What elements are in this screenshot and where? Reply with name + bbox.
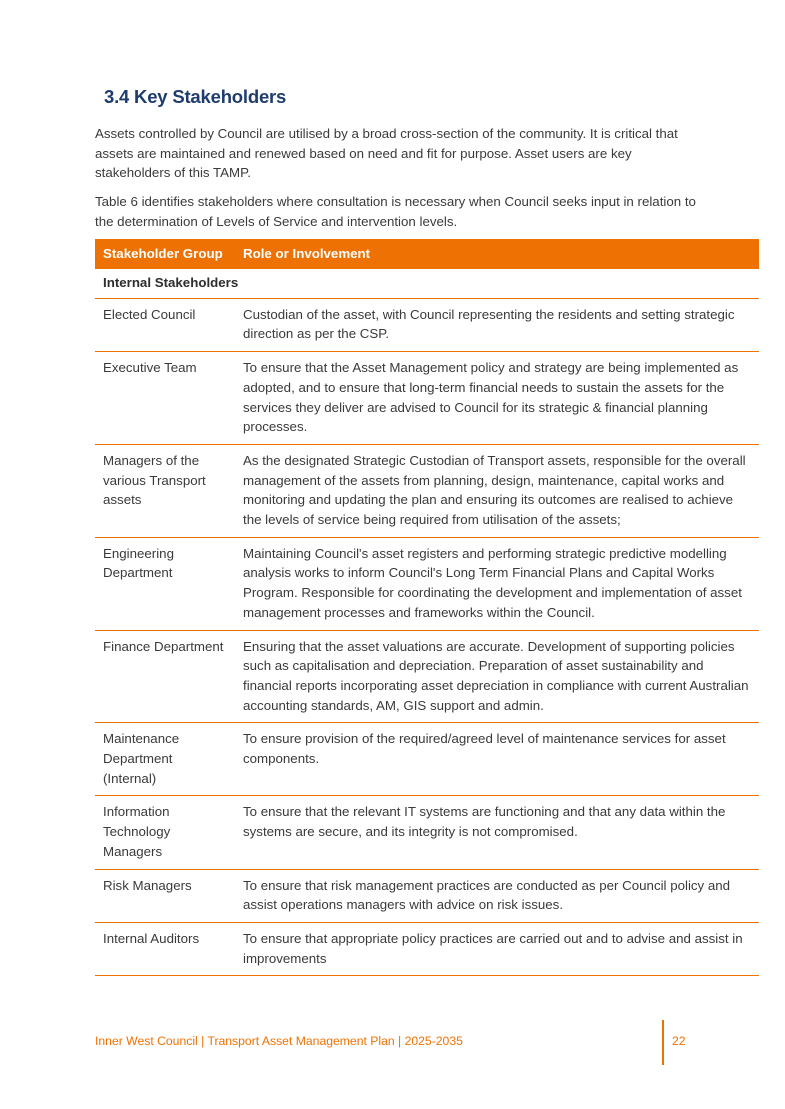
stakeholder-group-cell: Elected Council — [95, 298, 235, 351]
footer-divider — [662, 1020, 664, 1065]
role-cell: Custodian of the asset, with Council representing the residents and setting strategic direction as per the CSP. — [235, 298, 759, 351]
stakeholder-group-cell: Internal Auditors — [95, 922, 235, 975]
role-cell: To ensure that appropriate policy practices are carried out and to advise and assist in improvements — [235, 922, 759, 975]
table-row — [95, 630, 759, 723]
stakeholder-group-cell: Engineering Department — [95, 537, 235, 630]
table-row — [95, 352, 759, 445]
role-cell: To ensure that risk management practices are conducted as per Council policy and assist operations managers with advice on risk issues. — [235, 869, 759, 922]
role-cell: Ensuring that the asset valuations are accurate. Development of supporting policies such as capitalisation and depreciation. Preparation of asset sustainability and financial reports incorporating asset depreciation in compliance with current Australian accounting standards, AM, GIS support and admin. — [235, 630, 759, 723]
table-row — [95, 796, 759, 869]
table-row — [95, 537, 759, 630]
role-cell: To ensure provision of the required/agreed level of maintenance services for asset components. — [235, 723, 759, 796]
table-intro-paragraph: Table 6 identifies stakeholders where consultation is necessary when Council seeks input in relation to the determination of Levels of Service and intervention levels. — [95, 194, 696, 229]
footer-document-title: Inner West Council | Transport Asset Management Plan | 2025-2035 — [95, 1034, 463, 1048]
table-row — [95, 444, 759, 537]
page-number: 22 — [672, 1034, 686, 1048]
role-cell: To ensure that the Asset Management policy and strategy are being implemented as adopted, and to ensure that long-term financial needs to sustain the assets for the services they deliver are advised to Council for its strategic & financial planning processes. — [235, 352, 759, 445]
group-label-internal: Internal Stakeholders — [95, 269, 759, 298]
stakeholder-table — [95, 239, 759, 976]
table-header-row — [95, 239, 759, 269]
role-cell: Maintaining Council's asset registers and performing strategic predictive modelling analysis works to inform Council's Long Term Financial Plans and Capital Works Program. Responsible for coordinating the development and implementation of asset management processes and frameworks within the Council. — [235, 537, 759, 630]
intro-paragraph: Assets controlled by Council are utilised by a broad cross-section of the community. It is critical that assets are maintained and renewed based on need and fit for purpose. Asset users are key stakeholders of this TAMP. — [95, 126, 678, 181]
header-stakeholder-group: Stakeholder Group — [95, 239, 235, 269]
table-row — [95, 922, 759, 975]
stakeholder-group-cell: Information Technology Managers — [95, 796, 235, 869]
stakeholder-group-cell: Risk Managers — [95, 869, 235, 922]
stakeholder-group-cell: Finance Department — [95, 630, 235, 723]
header-role-involvement: Role or Involvement — [235, 239, 759, 269]
table-row — [95, 298, 759, 351]
stakeholder-group-cell: Managers of the various Transport assets — [95, 444, 235, 537]
role-cell: As the designated Strategic Custodian of Transport assets, responsible for the overall management of the assets from planning, design, maintenance, capital works and monitoring and updating the plan and ensuring its outcomes are realised to achieve the levels of service being required from utilisation of the assets; — [235, 444, 759, 537]
section-heading: 3.4 Key Stakeholders — [104, 86, 287, 107]
table-row — [95, 869, 759, 922]
table-row — [95, 723, 759, 796]
stakeholder-group-cell: Maintenance Department (Internal) — [95, 723, 235, 796]
role-cell: To ensure that the relevant IT systems are functioning and that any data within the systems are secure, and its integrity is not compromised. — [235, 796, 759, 869]
stakeholder-group-cell: Executive Team — [95, 352, 235, 445]
group-row-internal — [95, 269, 759, 298]
